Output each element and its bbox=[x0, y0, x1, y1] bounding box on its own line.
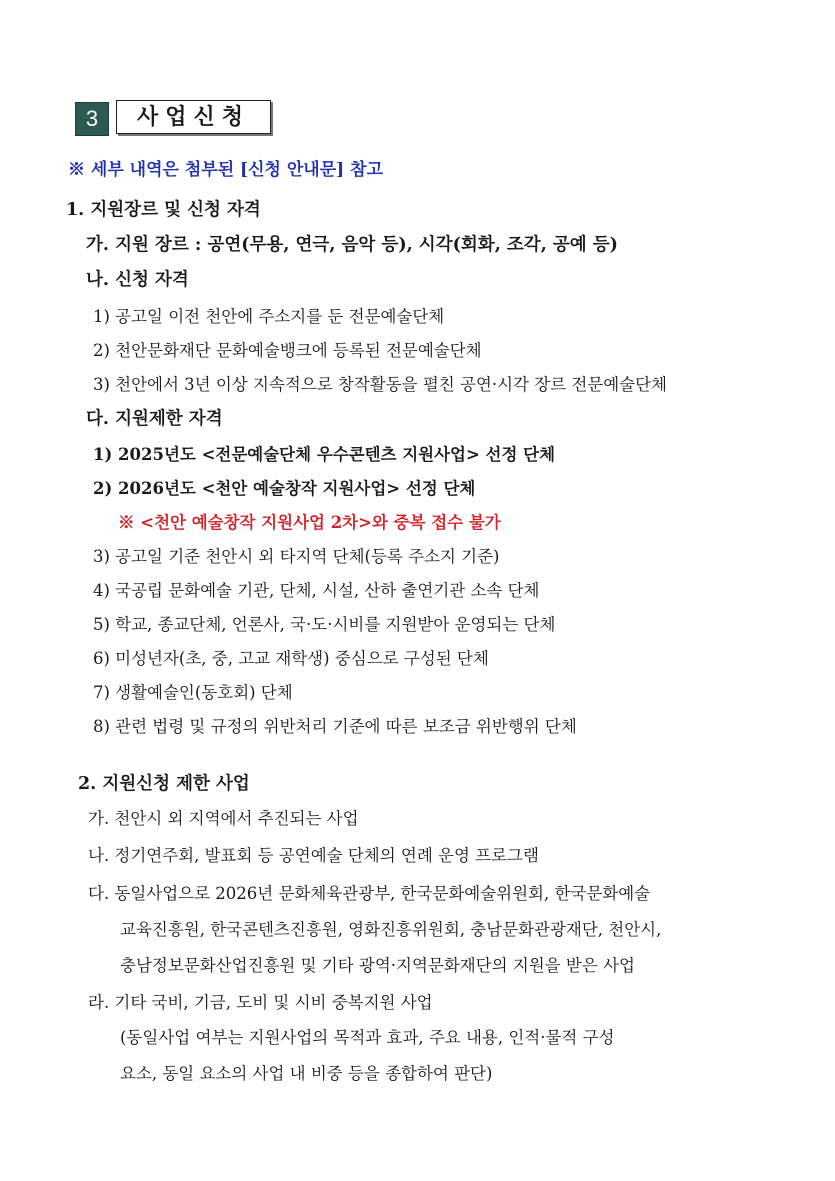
eligibility-item: 3) 천안에서 3년 이상 지속적으로 창작활동을 펼친 공연·시각 장르 전문예술단체 bbox=[93, 375, 667, 394]
restriction-item: 4) 국공립 문화예술 기관, 단체, 시설, 산하 출연기관 소속 단체 bbox=[93, 581, 540, 600]
section-title: 사업신청 bbox=[116, 100, 271, 134]
eligibility-item: 2) 천안문화재단 문화예술뱅크에 등록된 전문예술단체 bbox=[93, 341, 482, 360]
duplicate-warning: ※ <천안 예술창작 지원사업 2차>와 중복 접수 불가 bbox=[118, 513, 501, 532]
restricted-project-continuation: 충남정보문화산업진흥원 및 기타 광역·지역문화재단의 지원을 받은 사업 bbox=[120, 956, 635, 975]
eligibility-heading: 나. 신청 자격 bbox=[86, 270, 189, 290]
eligibility-item: 1) 공고일 이전 천안에 주소지를 둔 전문예술단체 bbox=[93, 307, 445, 326]
restricted-project-item: 다. 동일사업으로 2026년 문화체육관광부, 한국문화예술위원회, 한국문화예술 bbox=[88, 884, 651, 903]
restricted-project-item: 나. 정기연주회, 발표회 등 공연예술 단체의 연례 운영 프로그램 bbox=[88, 846, 539, 865]
restriction-item: 1) 2025년도 <전문예술단체 우수콘텐츠 지원사업> 선정 단체 bbox=[93, 445, 556, 464]
judgement-note: 요소, 동일 요소의 사업 내 비중 등을 종합하여 판단) bbox=[120, 1064, 493, 1083]
restricted-project-item: 라. 기타 국비, 기금, 도비 및 시비 중복지원 사업 bbox=[88, 993, 433, 1012]
restriction-item: 6) 미성년자(초, 중, 고교 재학생) 중심으로 구성된 단체 bbox=[93, 649, 489, 668]
reference-note: ※ 세부 내역은 첨부된 [신청 안내문] 참고 bbox=[68, 160, 383, 180]
part1-heading: 1. 지원장르 및 신청 자격 bbox=[66, 200, 261, 220]
support-genre: 가. 지원 장르 : 공연(무용, 연극, 음악 등), 시각(회화, 조각, 공예 등) bbox=[86, 235, 618, 255]
restricted-project-item: 가. 천안시 외 지역에서 추진되는 사업 bbox=[88, 809, 359, 828]
judgement-note: (동일사업 여부는 지원사업의 목적과 효과, 주요 내용, 인적·물적 구성 bbox=[120, 1028, 615, 1047]
restriction-item: 8) 관련 법령 및 규정의 위반처리 기준에 따른 보조금 위반행위 단체 bbox=[93, 717, 577, 736]
restriction-item: 7) 생활예술인(동호회) 단체 bbox=[93, 683, 293, 702]
restriction-heading: 다. 지원제한 자격 bbox=[86, 409, 223, 429]
section-number-badge: 3 bbox=[75, 102, 109, 136]
restriction-item: 2) 2026년도 <천안 예술창작 지원사업> 선정 단체 bbox=[93, 479, 476, 498]
part2-heading: 2. 지원신청 제한 사업 bbox=[78, 774, 250, 794]
restriction-item: 3) 공고일 기준 천안시 외 타지역 단체(등록 주소지 기준) bbox=[93, 547, 500, 566]
restriction-item: 5) 학교, 종교단체, 언론사, 국·도·시비를 지원받아 운영되는 단체 bbox=[93, 615, 556, 634]
restricted-project-continuation: 교육진흥원, 한국콘텐츠진흥원, 영화진흥위원회, 충남문화관광재단, 천안시, bbox=[120, 920, 662, 939]
